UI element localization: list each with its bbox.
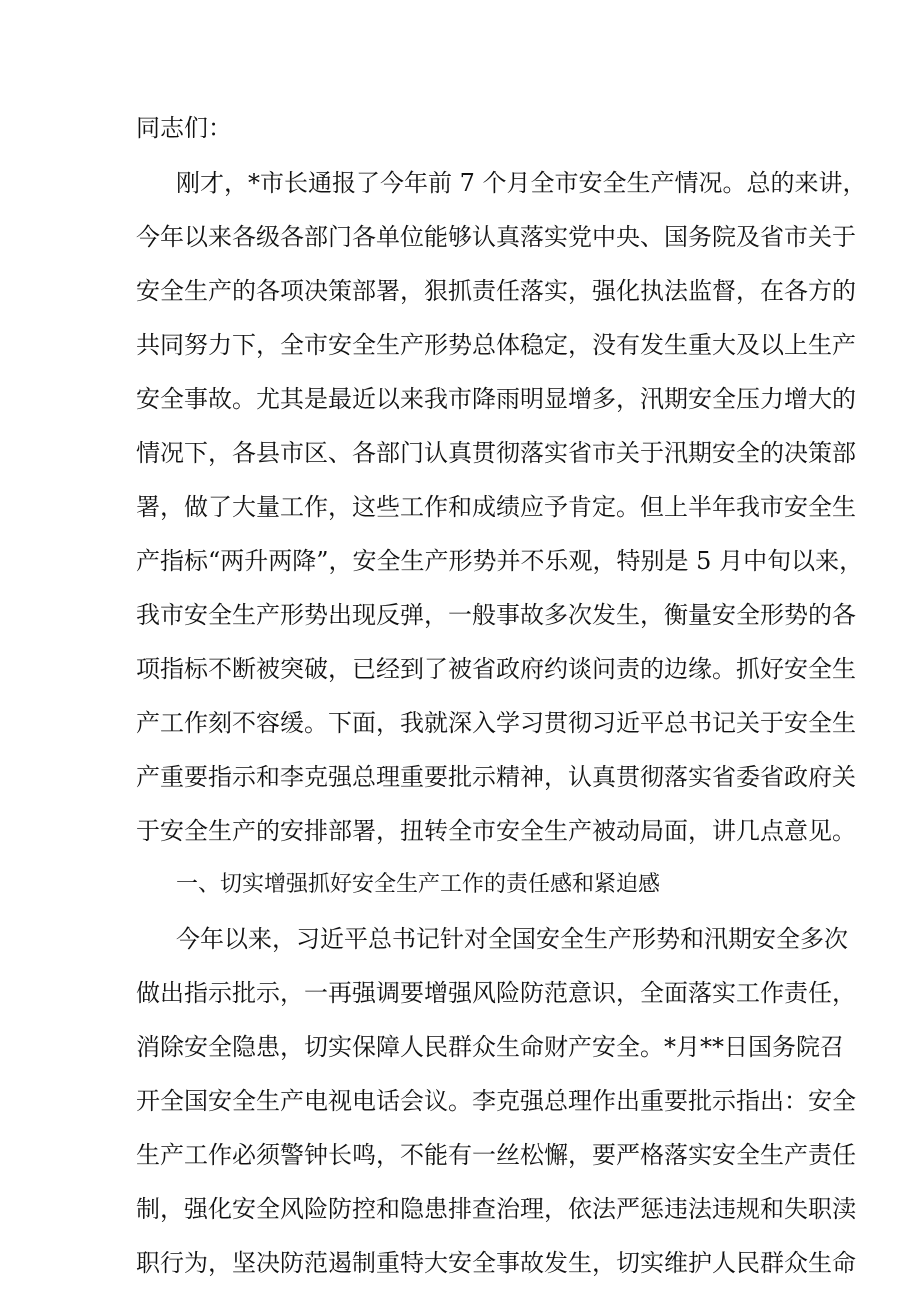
- paragraph-line: 于安全生产的安排部署，扭转全市安全生产被动局面，讲几点意见。: [136, 817, 856, 845]
- paragraph-line: 职行为，坚决防范遏制重特大安全事故发生，切实维护人民群众生命: [136, 1249, 856, 1277]
- paragraph-line: 项指标不断被突破，已经到了被省政府约谈问责的边缘。抓好安全生: [136, 655, 856, 683]
- paragraph-line: 共同努力下，全市安全生产形势总体稳定，没有发生重大及以上生产: [136, 331, 856, 359]
- paragraph-line: 安全事故。尤其是最近以来我市降雨明显增多，汛期安全压力增大的: [136, 385, 856, 413]
- paragraph-line: 产重要指示和李克强总理重要批示精神，认真贯彻落实省委省政府关: [136, 763, 856, 791]
- paragraph-line: 开全国安全生产电视电话会议。李克强总理作出重要批示指出：安全: [136, 1087, 856, 1115]
- paragraph-line: 做出指示批示，一再强调要增强风险防范意识，全面落实工作责任，: [136, 979, 856, 1007]
- paragraph-line: 产工作刻不容缓。下面，我就深入学习贯彻习近平总书记关于安全生: [136, 709, 856, 737]
- paragraph-line: 署，做了大量工作，这些工作和成绩应予肯定。但上半年我市安全生: [136, 493, 856, 521]
- paragraph-line: 今年以来，习近平总书记针对全国安全生产形势和汛期安全多次: [176, 925, 848, 953]
- paragraph-line: 情况下，各县市区、各部门认真贯彻落实省市关于汛期安全的决策部: [136, 439, 856, 467]
- paragraph-line: 制，强化安全风险防控和隐患排查治理，依法严惩违法违规和失职渎: [136, 1195, 856, 1223]
- paragraph-line: 消除安全隐患，切实保障人民群众生命财产安全。*月**日国务院召: [136, 1033, 844, 1061]
- salutation: 同志们：: [136, 114, 232, 142]
- paragraph-line: 安全生产的各项决策部署，狠抓责任落实，强化执法监督，在各方的: [136, 277, 856, 305]
- paragraph-line: 今年以来各级各部门各单位能够认真落实党中央、国务院及省市关于: [136, 223, 856, 251]
- paragraph-line: 产指标“两升两降”，安全生产形势并不乐观，特别是 5 月中旬以来，: [136, 547, 864, 575]
- section-heading: 一、切实增强抓好安全生产工作的责任感和紧迫感: [176, 872, 661, 897]
- paragraph-line: 我市安全生产形势出现反弹，一般事故多次发生，衡量安全形势的各: [136, 601, 856, 629]
- paragraph-line: 刚才，*市长通报了今年前 7 个月全市安全生产情况。总的来讲，: [176, 169, 867, 197]
- paragraph-line: 生产工作必须警钟长鸣，不能有一丝松懈，要严格落实安全生产责任: [136, 1141, 856, 1169]
